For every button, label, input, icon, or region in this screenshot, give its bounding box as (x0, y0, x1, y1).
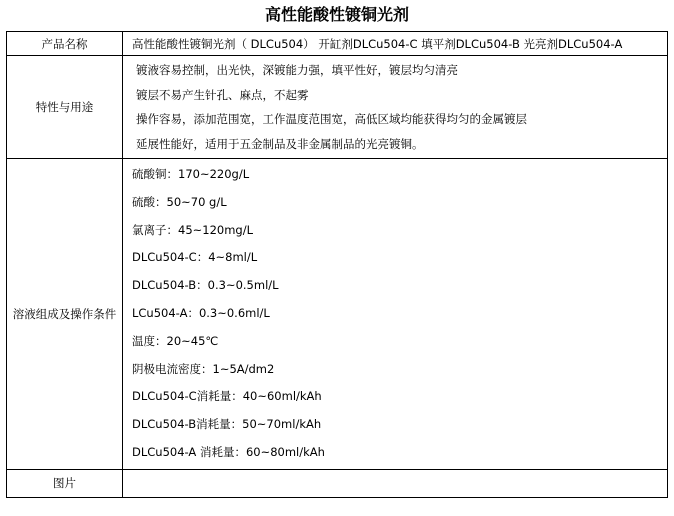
document-title: 高性能酸性镀铜光剂 (264, 5, 409, 24)
condition-line: DLCu504-C消耗量：40~60ml/kAh (132, 389, 322, 404)
table-row-product-name (7, 32, 668, 56)
feature-line: 延展性能好，适用于五金制品及非金属制品的光亮镀铜。 (136, 136, 424, 151)
condition-line: 温度：20~45℃ (132, 333, 219, 348)
feature-line: 镀液容易控制，出光快，深镀能力强，填平性好，镀层均匀清亮 (136, 63, 458, 77)
feature-line: 镀层不易产生针孔、麻点，不起雾 (136, 87, 309, 102)
table-row-picture (7, 469, 668, 497)
label-product-name: 产品名称 (7, 32, 123, 56)
value-solution-conditions (123, 159, 668, 470)
condition-line: DLCu504-B消耗量：50~70ml/kAh (132, 417, 322, 432)
label-picture: 图片 (7, 469, 123, 497)
condition-line: 硫酸：50~70 g/L (132, 194, 227, 209)
table-row-solution-conditions (7, 159, 668, 470)
value-product-name: 高性能酸性镀铜光剂（ DLCu504） 开缸剂DLCu504-C 填平剂DLCu504-B 光亮剂DLCu504-A (123, 32, 668, 56)
feature-line: 操作容易，添加范围宽，工作温度范围宽，高低区域均能获得均匀的金属镀层 (136, 112, 527, 126)
condition-line: 硫酸铜：170~220g/L (132, 167, 250, 181)
condition-line: 阴极电流密度：1~5A/dm2 (132, 361, 275, 376)
table-row-features-uses (7, 56, 668, 159)
condition-line: DLCu504-C：4~8ml/L (132, 250, 258, 265)
condition-line: DLCu504-A 消耗量：60~80ml/kAh (132, 444, 325, 459)
condition-line: 氯离子：45~120mg/L (132, 222, 254, 237)
value-features-uses (123, 56, 668, 159)
condition-line: LCu504-A：0.3~0.6ml/L (132, 305, 270, 320)
label-solution-conditions: 溶液组成及操作条件 (7, 159, 123, 470)
condition-line: DLCu504-B：0.3~0.5ml/L (132, 278, 279, 293)
label-features-uses: 特性与用途 (7, 56, 123, 159)
spec-table (6, 31, 668, 498)
value-picture (123, 469, 668, 497)
